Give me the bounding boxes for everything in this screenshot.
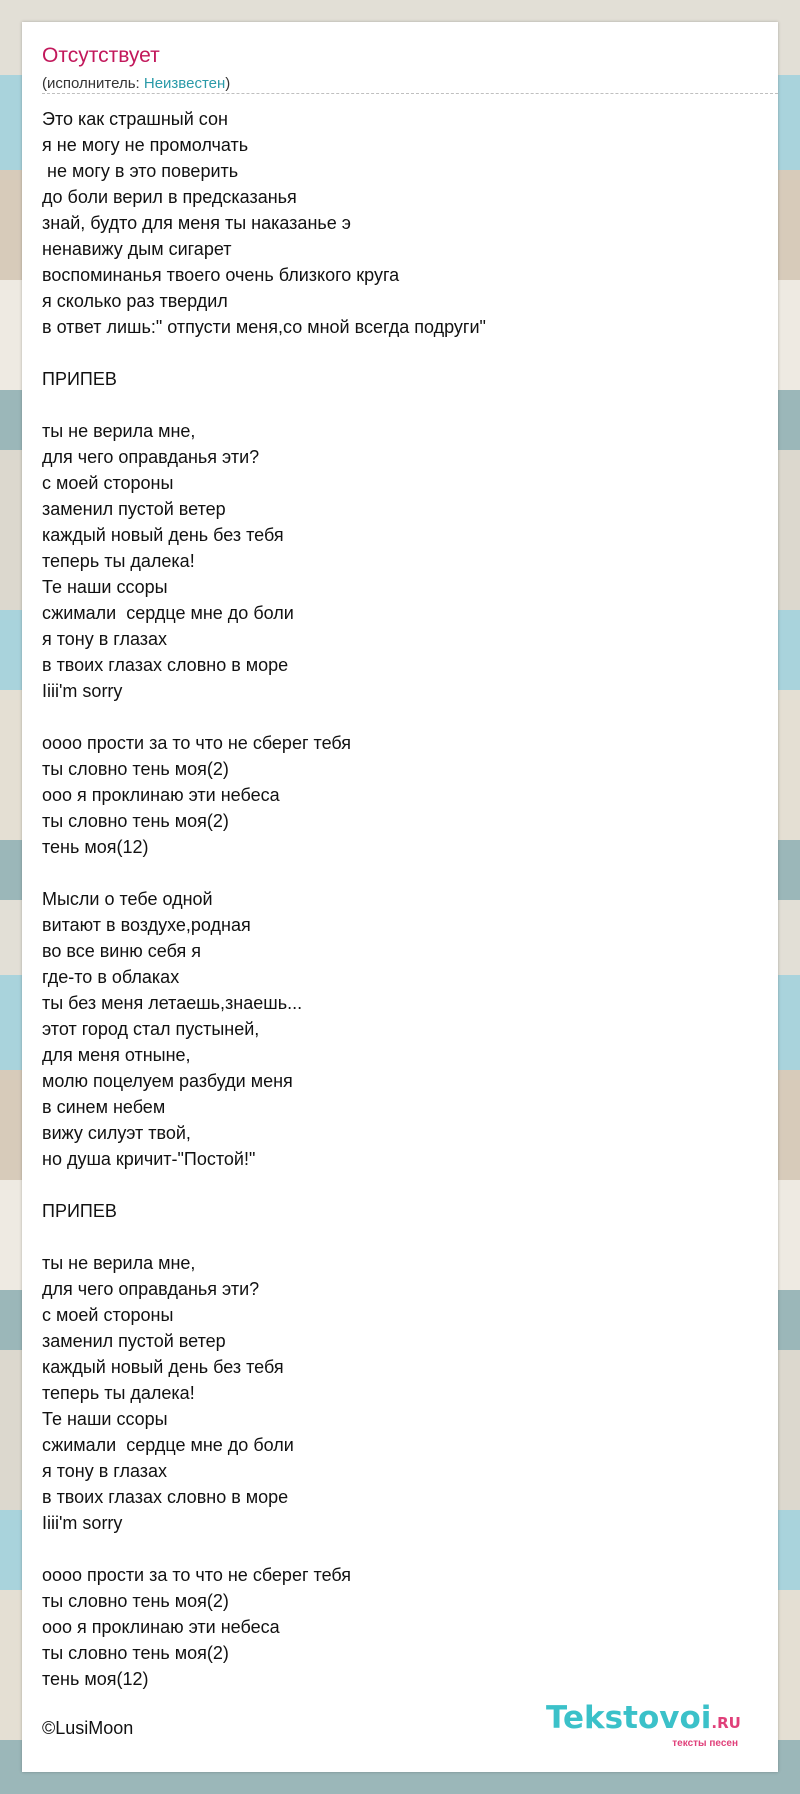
performer-suffix: )	[225, 75, 231, 92]
logo-brand: Tekstovoi	[546, 1700, 712, 1736]
performer-prefix: (исполнитель:	[42, 75, 144, 92]
logo-tagline: тексты песен	[672, 1738, 738, 1749]
lyrics-author: ©LusiMoon	[42, 1718, 134, 1738]
logo-wordmark	[546, 1700, 741, 1736]
performer-link[interactable]: Неизвестен	[143, 75, 226, 92]
site-logo[interactable]	[546, 1700, 756, 1750]
divider	[42, 93, 778, 94]
logo-tld: .RU	[711, 1714, 741, 1732]
performer-line	[42, 75, 230, 92]
song-title: Отсутствует	[42, 44, 160, 67]
lyrics-card	[22, 22, 778, 1772]
lyrics-text: Это как страшный сон я не могу не промолчать не могу в это поверить до боли верил в предсказанья знай, будто для меня ты наказанье э ненавижу дым сигарет воспоминанья твоего очень близкого круга я сколько раз твердил в ответ лишь:" отпусти меня,со мной всегда подруги" ПРИПЕВ ты не верила мне, для чего оправданья эти? с моей стороны заменил пустой ветер каждый новый день без тебя теперь ты далека! Те наши ссоры сжимали сердце мне до боли я тону в глазах в твоих глазах словно в море Iiii'm sorry oooo прости за то что не сберег тебя ты словно тень моя(2) ooo я проклинаю эти небеса ты словно тень моя(2) тень моя(12) Мысли о тебе одной витают в воздухе,родная во все виню себя я где-то в облаках ты без меня летаешь,знаешь... этот город стал пустыней, для меня отныне, молю поцелуем разбуди меня в синем небем вижу силуэт твой, но душа кричит-"Постой!" ПРИПЕВ ты не верила мне, для чего оправданья эти? с моей стороны заменил пустой ветер каждый новый день без тебя теперь ты далека! Те наши ссоры сжимали сердце мне до боли я тону в глазах в твоих глазах словно в море Iiii'm sorry oooo прости за то что не сберег тебя ты словно тень моя(2) ooo я проклинаю эти небеса ты словно тень моя(2) тень моя(12)	[42, 109, 486, 1689]
